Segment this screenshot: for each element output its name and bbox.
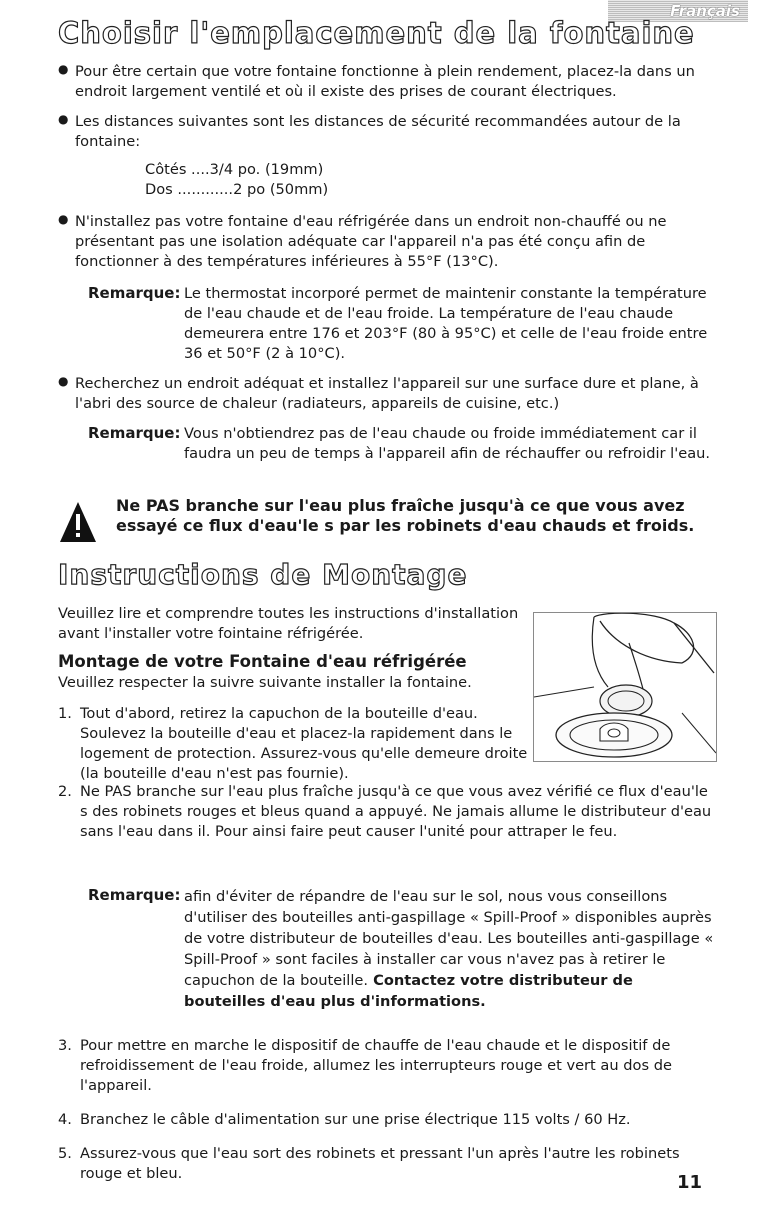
water-bottle-cap-icon xyxy=(534,613,716,761)
step-number: 3. xyxy=(58,1037,72,1054)
note xyxy=(88,424,718,464)
section-title-location: Choisir l'emplacement de la fontaine xyxy=(58,16,695,50)
distance-back: Dos ............2 po (50mm) xyxy=(145,181,329,198)
step-number: 5. xyxy=(58,1145,72,1162)
step-text: Pour mettre en marche le dispositif de chauffe de l'eau chaude et le dispositif de refroidissement de l'eau froide, allumez les interrupteurs rouge et vert au dos de l'appareil. xyxy=(80,1037,672,1094)
list-item xyxy=(58,112,718,152)
step-item xyxy=(58,782,718,842)
warning-icon xyxy=(58,500,98,544)
bullet-text: Pour être certain que votre fontaine fonctionne à plein rendement, placez-la dans un endroit largement ventilé et où il existe des prises de courant électriques. xyxy=(75,63,695,100)
page-number: 11 xyxy=(676,1172,702,1193)
list-item xyxy=(58,212,718,272)
note-emphasis: Contactez votre distributeur de bouteilles d'eau plus d'informations. xyxy=(184,972,633,1010)
bottle-illustration xyxy=(533,612,717,762)
note-label: Remarque: xyxy=(88,284,181,302)
note-text: afin d'éviter de répandre de l'eau sur le sol, nous vous conseillons d'utiliser des bouteilles anti-gaspillage « Spill-Proof » disponibles auprès de votre distributeur de bouteilles d'eau. Les bouteilles anti-gaspillage « Spill-Proof » sont faciles à installer car vous n'avez pas à retirer le capuchon de la bouteille. xyxy=(184,888,714,989)
step-item xyxy=(58,1036,718,1096)
assembly-sub-intro: Veuillez respecter la suivre suivante installer la fontaine. xyxy=(58,674,472,691)
bullet-icon: ● xyxy=(58,374,69,388)
bullet-icon: ● xyxy=(58,62,69,76)
distance-sides: Côtés ....3/4 po. (19mm) xyxy=(145,161,324,178)
note-text: Le thermostat incorporé permet de maintenir constante la température de l'eau chaude et de l'eau froide. La température de l'eau chaude demeurera entre 176 et 203°F (80 à 95°C) et celle de l'eau froide entre 36 et 50°F (2 à 10°C). xyxy=(184,285,708,362)
bullet-text: Les distances suivantes sont les distances de sécurité recommandées autour de la fontaine: xyxy=(75,113,681,150)
step-number: 4. xyxy=(58,1111,72,1128)
section-title-assembly: Instructions de Montage xyxy=(58,558,468,591)
step-item xyxy=(58,1110,718,1130)
step-text: Branchez le câble d'alimentation sur une prise électrique 115 volts / 60 Hz. xyxy=(80,1111,631,1128)
bullet-text: N'installez pas votre fontaine d'eau réfrigérée dans un endroit non-chauffé ou ne présentant pas une isolation adéquate car l'appareil n'a pas été conçu afin de fonctionner à des températures inférieures à 55°F (13°C). xyxy=(75,213,667,270)
assembly-subheading: Montage de votre Fontaine d'eau réfrigérée xyxy=(58,652,467,671)
step-text: Ne PAS branche sur l'eau plus fraîche jusqu'à ce que vous avez vérifié ce flux d'eau'le s des robinets rouges et bleus quand a appuyé. Ne jamais allume le distributeur d'eau sans l'eau dans il. Pour ainsi faire peut causer l'unité pour attraper le feu. xyxy=(80,783,712,840)
note xyxy=(88,886,718,1012)
bullet-icon: ● xyxy=(58,112,69,126)
step-item xyxy=(58,1144,698,1184)
bullet-icon: ● xyxy=(58,212,69,226)
step-text: Tout d'abord, retirez la capuchon de la bouteille d'eau. Soulevez la bouteille d'eau et placez-la rapidement dans le logement de protection. Assurez-vous qu'elle demeure droite (la bouteille d'eau n'est pas fournie). xyxy=(80,705,528,782)
bullet-text: Recherchez un endroit adéquat et installez l'appareil sur une surface dure et plane, à l'abri des source de chaleur (radiateurs, appareils de cuisine, etc.) xyxy=(75,375,699,412)
note-body xyxy=(184,886,718,1012)
step-number: 1. xyxy=(58,705,72,722)
step-number: 2. xyxy=(58,783,72,800)
assembly-intro: Veuillez lire et comprendre toutes les instructions d'installation avant l'installer votre fointaine réfrigérée. xyxy=(58,605,519,642)
note-text: Vous n'obtiendrez pas de l'eau chaude ou froide immédiatement car il faudra un peu de temps à l'appareil afin de réchauffer ou refroidir l'eau. xyxy=(184,425,711,462)
warning-text: Ne PAS branche sur l'eau plus fraîche jusqu'à ce que vous avez essayé ce flux d'eau'le s par les robinets d'eau chauds et froids. xyxy=(116,496,695,535)
note xyxy=(88,284,718,364)
step-text: Assurez-vous que l'eau sort des robinets et pressant l'un après l'autre les robinets rouge et bleu. xyxy=(80,1145,680,1182)
list-item xyxy=(58,62,718,102)
note-label: Remarque: xyxy=(88,424,181,442)
step-item xyxy=(58,704,528,784)
warning-block xyxy=(58,496,718,536)
note-label: Remarque: xyxy=(88,886,181,904)
list-item xyxy=(58,374,718,414)
language-label: Français xyxy=(670,2,740,20)
